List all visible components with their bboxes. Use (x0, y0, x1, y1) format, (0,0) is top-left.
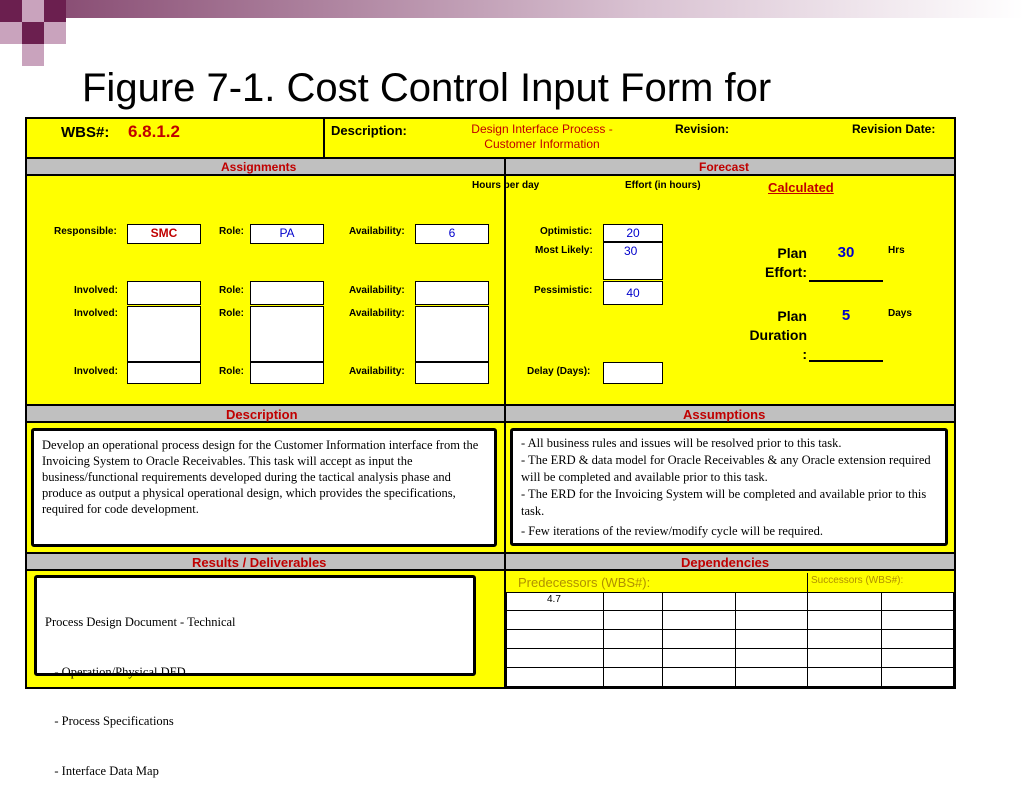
role-label: Role: (219, 226, 244, 237)
decor-square (44, 0, 66, 22)
hours-per-day-label: Hours per day (472, 180, 540, 191)
assumption-line: - Few iterations of the review/modify cycle will be required. (521, 524, 823, 538)
successors-label: Successors (WBS#): (811, 575, 904, 586)
most-likely-field[interactable]: 30 (603, 242, 663, 280)
dependency-cell[interactable] (506, 648, 604, 668)
involved-label: Involved: (74, 366, 118, 377)
plan-effort-underline (809, 280, 883, 282)
dependency-cell[interactable] (735, 592, 808, 611)
dependency-cell[interactable] (881, 610, 954, 630)
decor-gradient-bar (66, 0, 1024, 18)
description-heading: Description (226, 407, 298, 422)
description-field[interactable]: Design Interface Process - Customer Information (471, 122, 613, 151)
cost-control-form (25, 117, 956, 778)
most-likely-label: Most Likely: (535, 245, 593, 256)
dependency-cell[interactable] (603, 648, 663, 668)
involved-label: Involved: (74, 285, 118, 296)
role-label: Role: (219, 366, 244, 377)
dependency-cell[interactable] (807, 648, 882, 668)
assumption-line: - The ERD & data model for Oracle Receivables & any Oracle extension required will be completed and available prior to this task. (521, 453, 931, 484)
delay-field[interactable] (603, 362, 663, 384)
revision-label: Revision: (675, 122, 730, 136)
dependency-cell[interactable] (506, 629, 604, 649)
role-label: Role: (219, 285, 244, 296)
assignments-heading: Assignments (221, 160, 297, 174)
dependency-cell[interactable] (881, 629, 954, 649)
involved-field-3[interactable] (127, 362, 201, 384)
plan-duration-unit: Days (888, 308, 912, 319)
wbs-label: WBS#: (61, 124, 110, 141)
revision-date-label: Revision Date: (852, 122, 936, 136)
plan-duration-label (727, 307, 807, 364)
dependency-cell[interactable] (603, 667, 663, 687)
dependency-cell[interactable] (506, 667, 604, 687)
description-text-box[interactable]: Develop an operational process design for the Customer Information interface from the Invoicing System to Oracle Receivables. This task will accept as input the business/functional requirements developed during the tactical analysis phase and produce as output a physical operational design, which provides the specifications, required for code development. (31, 428, 497, 547)
predecessors-label: Predecessors (WBS#): (518, 575, 651, 590)
results-heading: Results / Deliverables (192, 555, 327, 570)
dependency-cell[interactable] (735, 648, 808, 668)
plan-duration-label-line3: : (802, 346, 807, 362)
column-divider (504, 404, 506, 552)
dependency-cell[interactable] (603, 592, 663, 611)
dependency-cell[interactable] (506, 610, 604, 630)
dependency-cell[interactable] (881, 592, 954, 611)
dependency-cell[interactable] (662, 610, 736, 630)
decor-square (22, 22, 44, 44)
dependency-cell[interactable] (735, 667, 808, 687)
header-divider (323, 119, 325, 157)
role-field-1[interactable] (250, 281, 324, 305)
role-field-2[interactable] (250, 306, 324, 362)
availability-label: Availability: (349, 366, 405, 377)
column-divider (504, 157, 506, 405)
assumptions-text-box[interactable] (510, 428, 948, 546)
dependency-cell[interactable] (662, 667, 736, 687)
responsible-field[interactable]: SMC (127, 224, 201, 244)
slide-title: Figure 7-1. Cost Control Input Form for (82, 66, 772, 110)
plan-effort-value: 30 (837, 244, 855, 261)
role-label: Role: (219, 308, 244, 319)
dependency-cell[interactable] (881, 648, 954, 668)
effort-hours-label: Effort (in hours) (625, 180, 701, 191)
availability-label: Availability: (349, 308, 405, 319)
plan-effort-label-line1: Plan (777, 245, 807, 261)
dependency-cell[interactable] (807, 610, 882, 630)
results-text-box[interactable] (34, 575, 476, 778)
decor-square (22, 44, 44, 66)
availability-field-2[interactable] (415, 306, 489, 362)
band-results-dependencies (27, 552, 954, 571)
decor-square (0, 22, 22, 44)
decor-square (0, 0, 22, 22)
successors-label-cell (807, 573, 954, 592)
involved-field-2[interactable] (127, 306, 201, 362)
role-field[interactable]: PA (250, 224, 324, 244)
plan-duration-value: 5 (841, 307, 851, 324)
dependencies-heading: Dependencies (681, 555, 770, 570)
band-assignments-forecast (27, 157, 954, 176)
plan-effort-unit: Hrs (888, 245, 905, 256)
result-line: Process Design Document - Technical (45, 615, 236, 629)
availability-field-1[interactable] (415, 281, 489, 305)
plan-duration-label-line2: Duration (749, 327, 807, 343)
dependency-cell[interactable] (735, 610, 808, 630)
decor-square (44, 22, 66, 44)
decor-square (22, 0, 44, 22)
involved-label: Involved: (74, 308, 118, 319)
result-line: - Interface Data Map (45, 763, 159, 778)
dependency-cell[interactable] (662, 592, 736, 611)
dependency-cell[interactable] (807, 667, 882, 687)
plan-effort-label-line2: Effort: (765, 264, 807, 280)
wbs-field[interactable]: 6.8.1.2 (128, 122, 180, 141)
pessimistic-field[interactable]: 40 (603, 281, 663, 305)
assumptions-heading: Assumptions (683, 407, 766, 422)
plan-duration-underline (809, 360, 883, 362)
availability-field[interactable]: 6 (415, 224, 489, 244)
assumption-line: - All business rules and issues will be resolved prior to this task. (521, 436, 842, 450)
availability-label: Availability: (349, 285, 405, 296)
plan-effort-label (757, 244, 807, 282)
role-field-3[interactable] (250, 362, 324, 384)
availability-field-3[interactable] (415, 362, 489, 384)
band-description-assumptions (27, 404, 954, 423)
dependency-cell[interactable] (603, 629, 663, 649)
dependency-cell[interactable] (662, 629, 736, 649)
pessimistic-label: Pessimistic: (534, 285, 593, 296)
availability-label: Availability: (349, 226, 405, 237)
optimistic-field[interactable]: 20 (603, 224, 663, 242)
description-label: Description: (331, 123, 407, 138)
predecessor-value: 4.7 (547, 594, 561, 605)
involved-field-1[interactable] (127, 281, 201, 305)
dependency-cell[interactable] (506, 592, 604, 611)
optimistic-label: Optimistic: (540, 226, 593, 237)
calculated-label: Calculated (768, 180, 834, 195)
plan-duration-label-line1: Plan (777, 308, 807, 324)
result-line: - Process Specifications (45, 714, 174, 728)
responsible-label: Responsible: (54, 226, 117, 237)
result-line: - Operation/Physical DFD (45, 664, 186, 679)
assumption-line: - The ERD for the Invoicing System will be completed and available prior to this task. (521, 487, 927, 518)
dependency-cell[interactable] (881, 667, 954, 687)
dependency-cell[interactable] (603, 610, 663, 630)
dependency-cell[interactable] (662, 648, 736, 668)
dependency-cell[interactable] (807, 629, 882, 649)
delay-label: Delay (Days): (527, 366, 591, 377)
dependency-cell[interactable] (807, 592, 882, 611)
forecast-heading: Forecast (699, 160, 750, 174)
dependency-cell[interactable] (735, 629, 808, 649)
